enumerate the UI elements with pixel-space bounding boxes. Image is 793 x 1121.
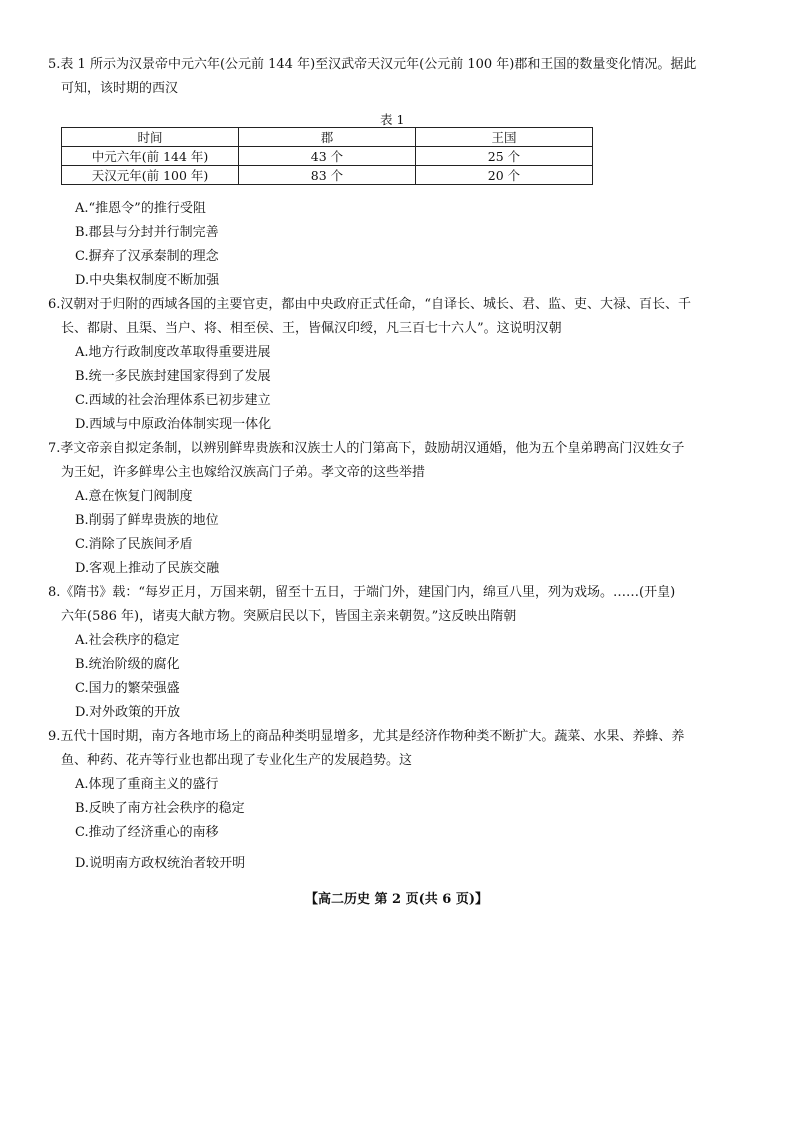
q5-option-b: B.郡县与分封并行制完善 [75,225,219,240]
table-cell: 43 个 [239,147,416,166]
q6-option-a: A.地方行政制度改革取得重要进展 [75,345,271,360]
q8-option-b: B.统治阶级的腐化 [75,657,180,672]
q6-option-c: C.西域的社会治理体系已初步建立 [75,393,271,408]
q7-option-a: A.意在恢复门阀制度 [75,489,193,504]
q7-option-b: B.削弱了鲜卑贵族的地位 [75,513,219,528]
table-cell: 25 个 [416,147,593,166]
table-row [62,147,593,166]
q6-option-b: B.统一多民族封建国家得到了发展 [75,369,271,384]
q7-option-d: D.客观上推动了民族交融 [75,561,220,576]
page-footer: 【高二历史 第 2 页(共 6 页)】 [304,892,489,907]
q8-stem-line-2: 六年(586 年)，诸夷大献方物。突厥启民以下，皆国主亲来朝贺。”这反映出隋朝 [61,609,517,624]
q9-option-c: C.推动了经济重心的南移 [75,825,219,840]
q6-option-d: D.西域与中原政治体制实现一体化 [75,417,272,432]
q7-stem-line-2: 为王妃，许多鲜卑公主也嫁给汉族高门子弟。孝文帝的这些举措 [61,465,426,480]
q6-stem-line-2: 长、都尉、且渠、当户、将、相至侯、王，皆佩汉印绶，凡三百七十六人”。这说明汉朝 [61,321,562,336]
q9-option-d: D.说明南方政权统治者较开明 [75,856,246,871]
table-header-cell: 时间 [62,128,239,147]
q6-stem-line-1: 6.汉朝对于归附的西域各国的主要官吏，都由中央政府正式任命，“自译长、城长、君、监、吏、大禄、百长、千 [48,297,692,312]
table-cell: 20 个 [416,166,593,185]
q5-stem-line-1: 5.表 1 所示为汉景帝中元六年(公元前 144 年)至汉武帝天汉元年(公元前 100 年)郡和王国的数量变化情况。据此 [48,57,697,72]
q5-option-c: C.摒弃了汉承秦制的理念 [75,249,219,264]
q5-stem-line-2: 可知，该时期的西汉 [61,81,179,96]
q9-option-a: A.体现了重商主义的盛行 [75,777,219,792]
q5-option-d: D.中央集权制度不断加强 [75,273,220,288]
q5-option-a: A.“推恩令”的推行受阻 [75,201,206,216]
table-header-cell: 郡 [239,128,416,147]
table-caption: 表 1 [380,112,405,127]
q7-stem-line-1: 7.孝文帝亲自拟定条制，以辨别鲜卑贵族和汉族士人的门第高下，鼓励胡汉通婚，他为五个皇弟聘高门汉姓女子 [48,441,685,456]
table-header-row [62,128,593,147]
q8-option-d: D.对外政策的开放 [75,705,181,720]
q8-option-a: A.社会秩序的稳定 [75,633,180,648]
table-cell: 中元六年(前 144 年) [62,147,239,166]
table-header-cell: 王国 [416,128,593,147]
q8-stem-line-1: 8.《隋书》载：“每岁正月，万国来朝，留至十五日，于端门外，建国门内，绵亘八里，列为戏场。……(开皇) [48,585,676,600]
q9-stem-line-1: 9.五代十国时期，南方各地市场上的商品种类明显增多，尤其是经济作物种类不断扩大。蔬菜、水果、养蜂、养 [48,729,685,744]
q9-option-b: B.反映了南方社会秩序的稳定 [75,801,245,816]
q9-stem-line-2: 鱼、种药、花卉等行业也都出现了专业化生产的发展趋势。这 [61,753,413,768]
q7-option-c: C.消除了民族间矛盾 [75,537,193,552]
q8-option-c: C.国力的繁荣强盛 [75,681,180,696]
table-cell: 天汉元年(前 100 年) [62,166,239,185]
table-cell: 83 个 [239,166,416,185]
table-1 [61,127,593,185]
table-row [62,166,593,185]
